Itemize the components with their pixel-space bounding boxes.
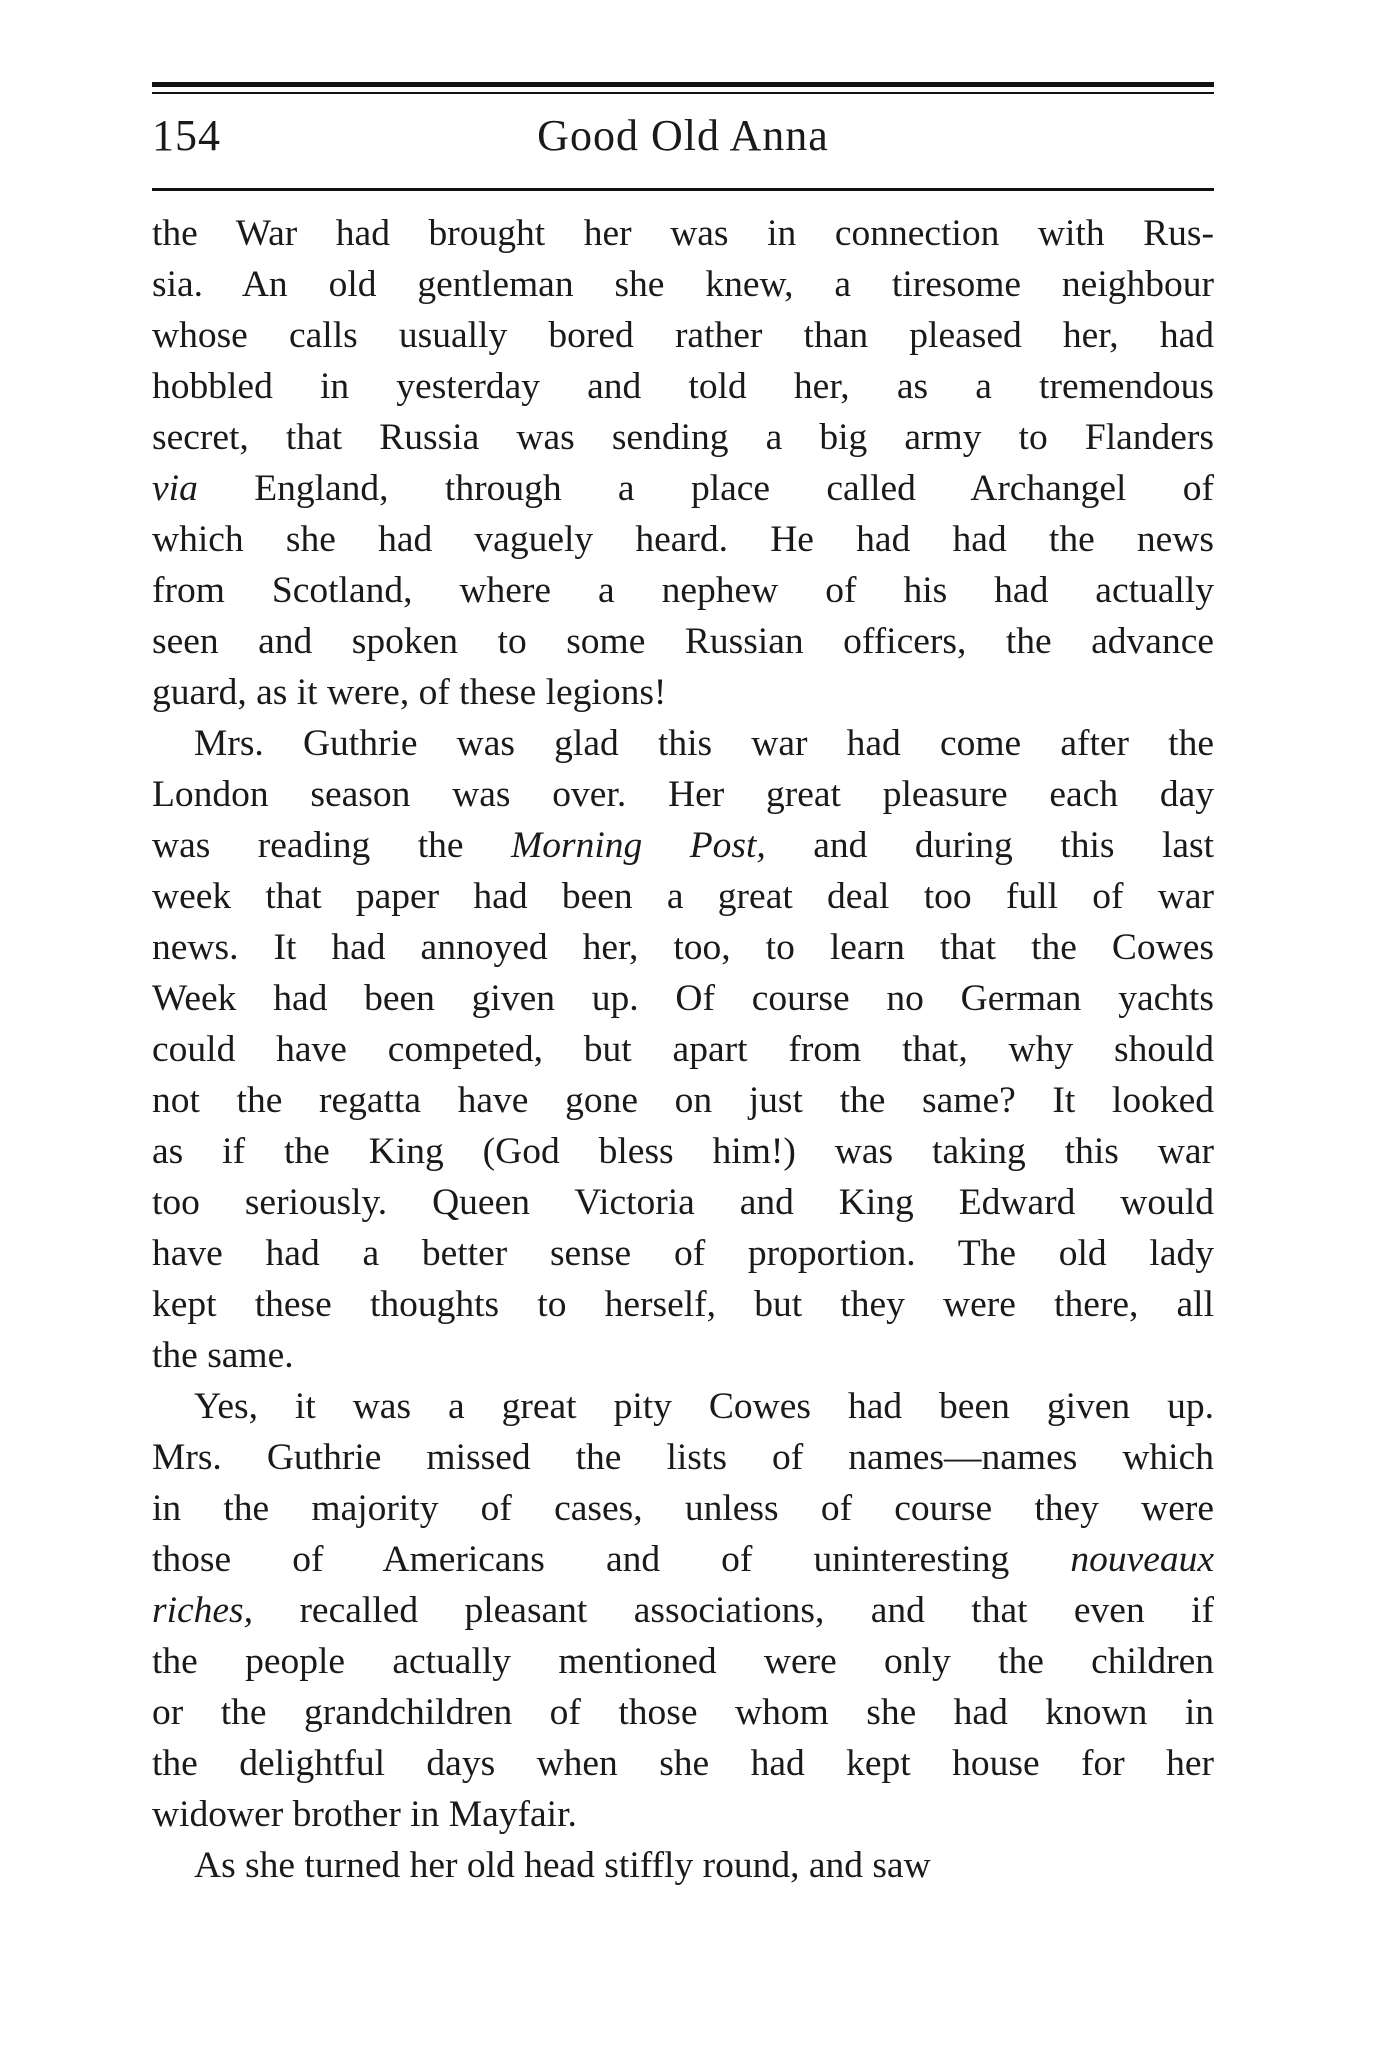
header-rule-thick [152, 82, 1214, 87]
text-line: which she had vaguely heard. He had had the news [152, 519, 1214, 560]
text-line: guard, as it were, of these legions! [152, 672, 667, 713]
text-fragment: England, through a place called Archangel of [254, 468, 1215, 509]
italic-text: Morning Post, [511, 825, 766, 866]
text-line: news. It had annoyed her, too, to learn that the Cowes [152, 927, 1214, 968]
text-line: Mrs. Guthrie was glad this war had come after the [194, 723, 1214, 764]
text-line: secret, that Russia was sending a big army to Flanders [152, 417, 1214, 458]
text-line: the delightful days when she had kept house for her [152, 1743, 1214, 1784]
text-line [152, 1534, 1214, 1585]
italic-text: riches, [152, 1590, 254, 1631]
text-line: not the regatta have gone on just the same? It looked [152, 1080, 1214, 1121]
text-line [152, 463, 1214, 514]
text-fragment: those of Americans and of uninteresting [152, 1539, 1010, 1580]
text-fragment: recalled pleasant associations, and that even if [299, 1590, 1215, 1631]
running-head [152, 110, 1214, 180]
header-rule-bottom [152, 188, 1214, 191]
text-line: could have competed, but apart from that, why should [152, 1029, 1214, 1070]
page-number: 154 [152, 111, 221, 160]
text-line: whose calls usually bored rather than pleased her, had [152, 315, 1214, 356]
italic-text: via [152, 468, 198, 509]
text-line: Week had been given up. Of course no German yachts [152, 978, 1214, 1019]
running-title: Good Old Anna [537, 111, 829, 160]
text-line: Mrs. Guthrie missed the lists of names—names which [152, 1437, 1214, 1478]
text-line: week that paper had been a great deal too full of war [152, 876, 1214, 917]
text-line: the War had brought her was in connection with Rus- [152, 213, 1214, 254]
text-line: seen and spoken to some Russian officers, the advance [152, 621, 1214, 662]
text-line: widower brother in Mayfair. [152, 1794, 577, 1835]
text-line: London season was over. Her great pleasure each day [152, 774, 1214, 815]
text-line: or the grandchildren of those whom she had known in [152, 1692, 1214, 1733]
text-line: the people actually mentioned were only the children [152, 1641, 1214, 1682]
header-rule-thin [152, 92, 1214, 94]
text-line [152, 820, 1214, 871]
text-line: from Scotland, where a nephew of his had actually [152, 570, 1214, 611]
text-line: as if the King (God bless him!) was taking this war [152, 1131, 1214, 1172]
body-text [152, 208, 1214, 1891]
text-line: have had a better sense of proportion. The old lady [152, 1233, 1214, 1274]
text-line: sia. An old gentleman she knew, a tiresome neighbour [152, 264, 1214, 305]
text-fragment: and during this last [813, 825, 1215, 866]
text-line: Yes, it was a great pity Cowes had been given up. [194, 1386, 1214, 1427]
text-line: in the majority of cases, unless of course they were [152, 1488, 1214, 1529]
text-line [152, 1585, 1214, 1636]
text-line: hobbled in yesterday and told her, as a tremendous [152, 366, 1214, 407]
text-line: the same. [152, 1335, 294, 1376]
text-line: too seriously. Queen Victoria and King Edward would [152, 1182, 1214, 1223]
text-line: kept these thoughts to herself, but they were there, all [152, 1284, 1214, 1325]
text-fragment: was reading the [152, 825, 464, 866]
italic-text: nouveaux [1070, 1539, 1214, 1580]
text-line: As she turned her old head stiffly round, and saw [194, 1845, 931, 1886]
